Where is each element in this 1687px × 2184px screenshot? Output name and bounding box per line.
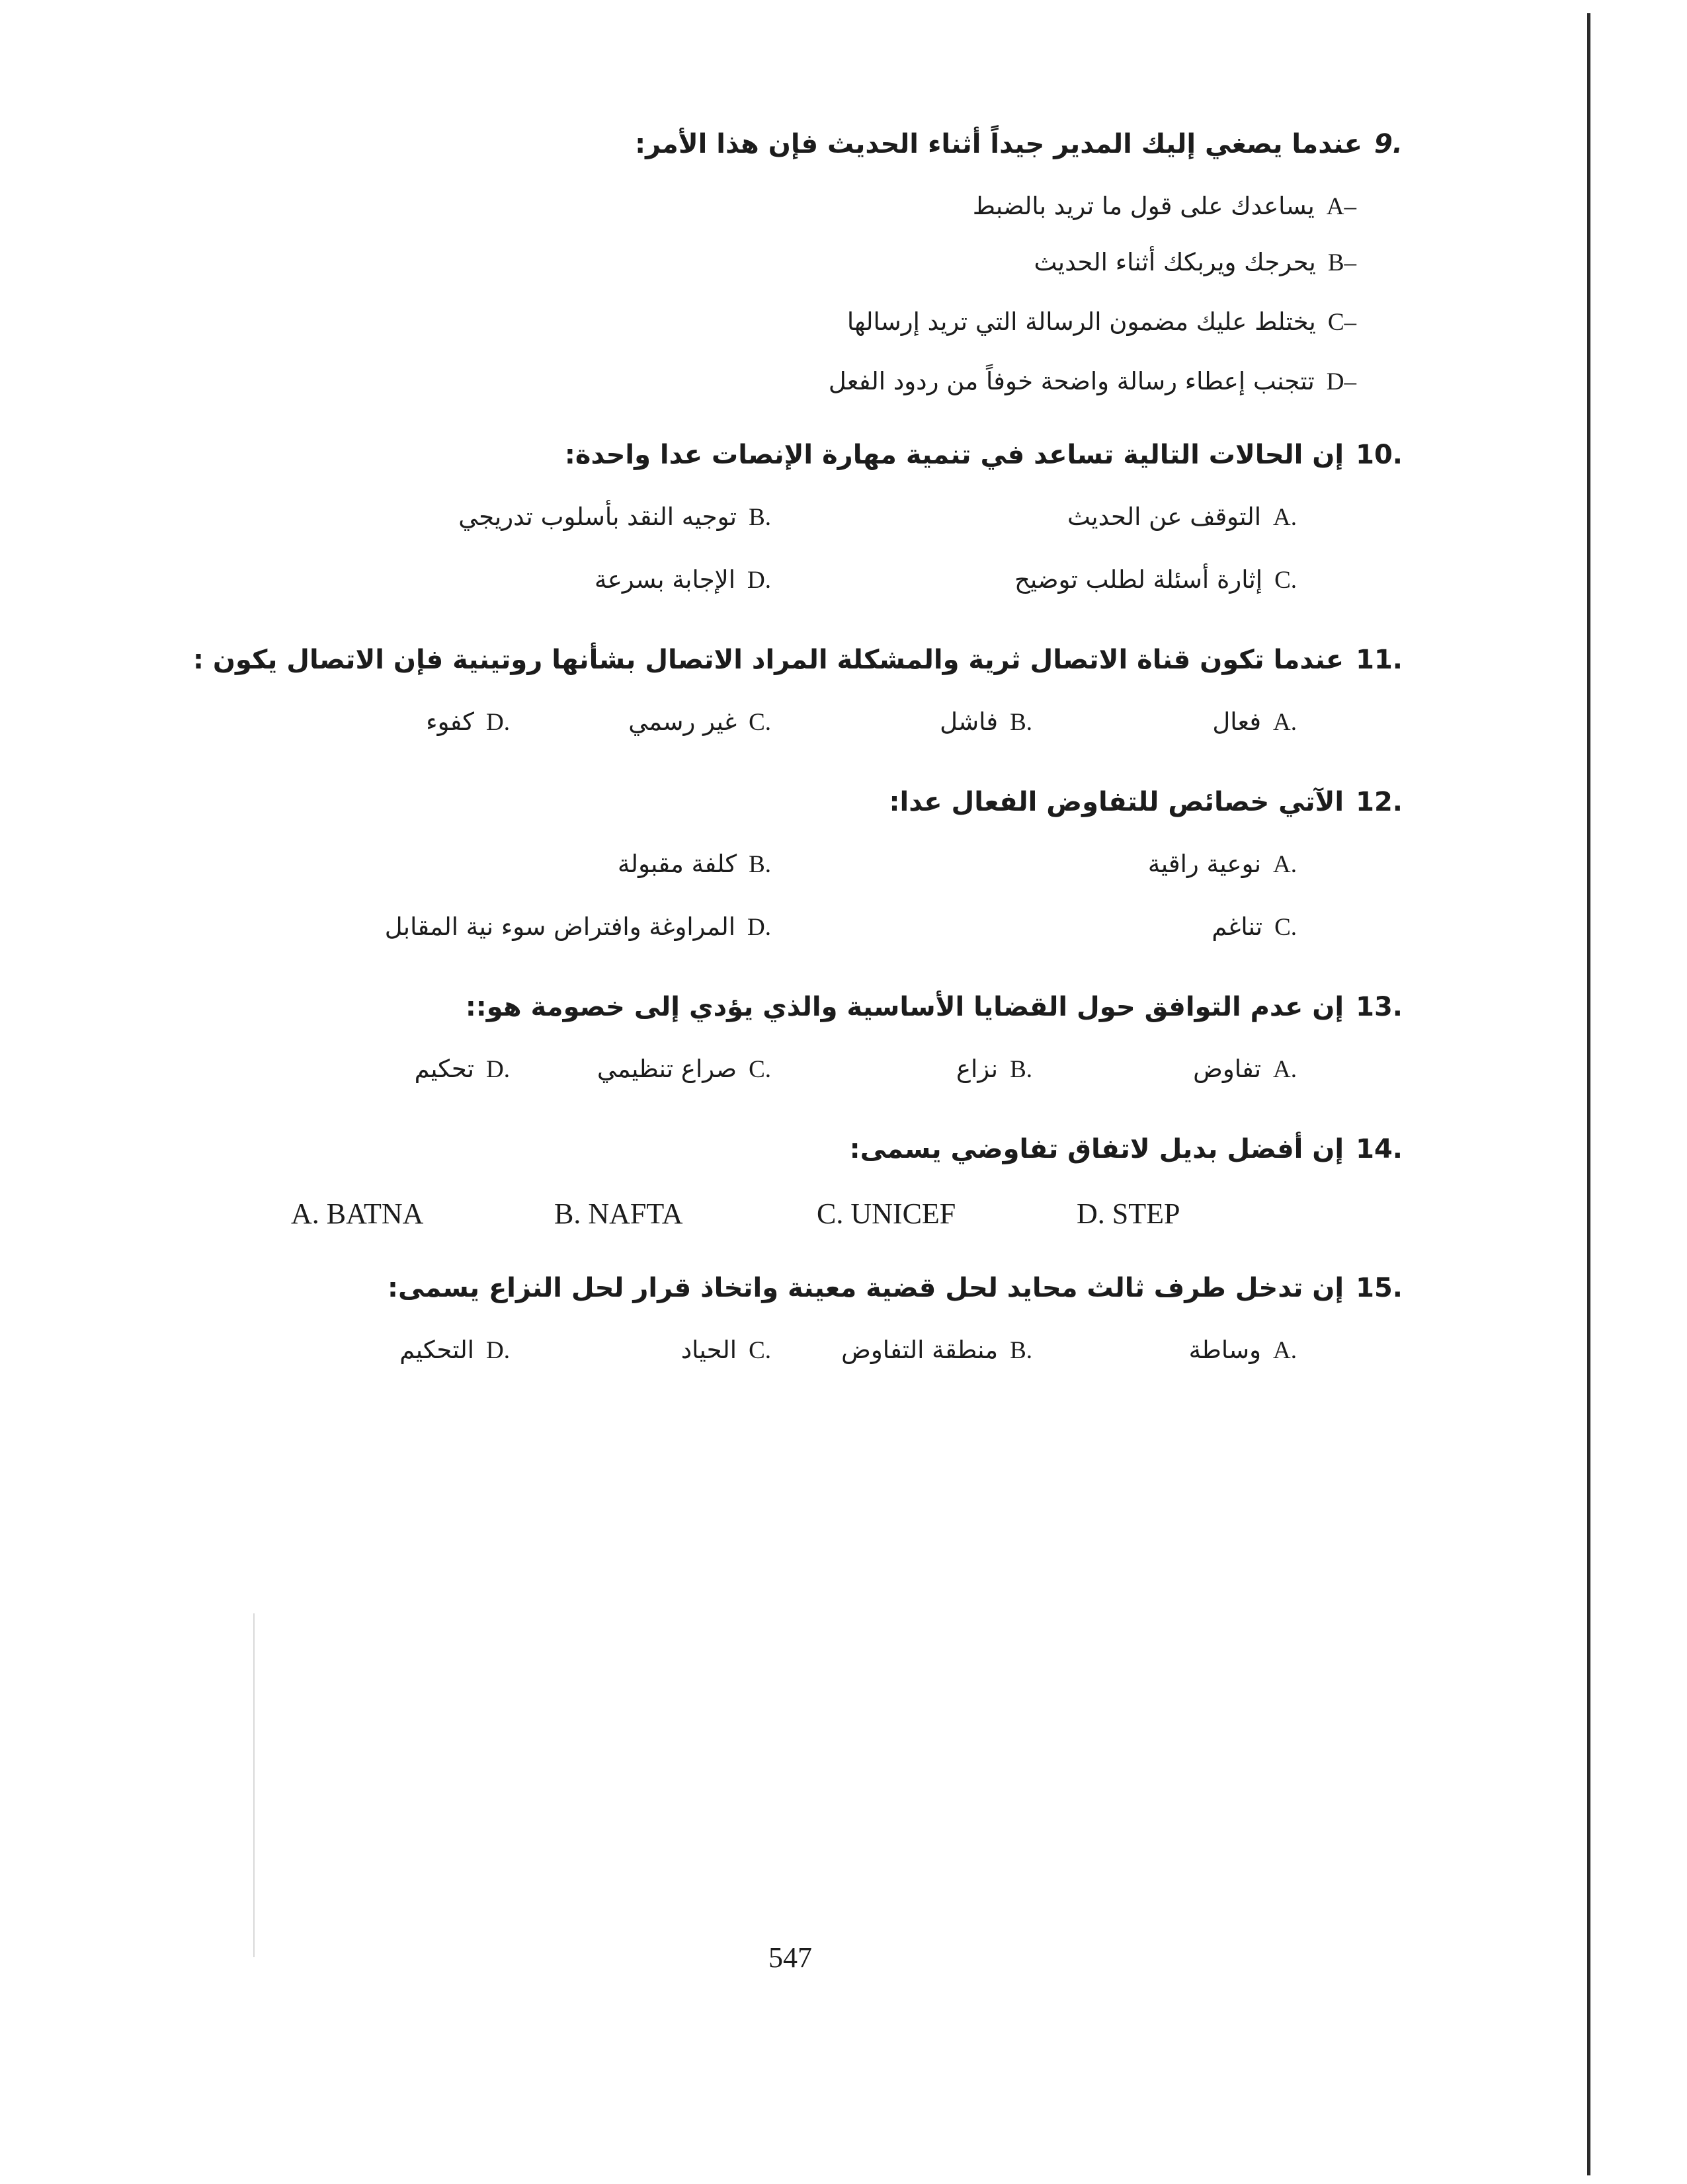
question-text: إن عدم التوافق حول القضايا الأساسية والذي يؤدي إلى خصومة هو:: [465,992,1344,1022]
option-letter: A. [1273,709,1297,736]
option-15-d [399,1336,510,1389]
option-13-a [1193,1055,1297,1108]
option-text: غير رسمي [628,708,737,736]
option-letter: D. [747,567,771,594]
option-letter: B. [749,504,771,531]
question-text: إن الحالات التالية تساعد في تنمية مهارة الإنصات عدا واحدة: [564,440,1344,470]
option-letter: D. [486,1056,510,1083]
option-letter: C. [1274,914,1297,941]
question-15 [265,1273,1403,1332]
question-number: 12. [1356,787,1403,817]
option-text: فعال [1212,708,1262,736]
option-text: BATNA [326,1197,424,1230]
option-text: NAFTA [588,1197,683,1230]
option-text: تفاوض [1193,1055,1262,1083]
option-10-d [595,565,771,618]
option-text: تناغم [1212,912,1263,941]
option-11-a [1212,708,1297,760]
question-text: الآتي خصائص للتفاوض الفعال عدا: [889,787,1344,817]
option-text: الحياد [680,1336,737,1364]
option-11-c [628,708,771,760]
option-13-c [597,1055,771,1108]
option-letter: A. [291,1197,319,1230]
option-letter: D. [747,914,771,941]
option-letter: A. [1273,1056,1297,1083]
option-10-a [1067,503,1297,555]
question-10 [265,440,1403,499]
option-14-c [817,1197,956,1250]
option-letter: B. [1010,709,1032,736]
option-text: نوعية راقية [1147,850,1262,878]
option-13-d [415,1055,510,1108]
option-letter: C. [749,709,771,736]
option-text: يساعدك على قول ما تريد بالضبط [972,192,1315,220]
option-letter: C– [1327,309,1356,336]
question-text: إن تدخل طرف ثالث محايد لحل قضية معينة واتخاذ قرار لحل النزاع يسمى: [388,1273,1344,1303]
option-15-b [841,1336,1032,1389]
question-14 [265,1134,1403,1193]
option-letter: B. [1010,1056,1032,1083]
option-letter: B. [554,1197,581,1230]
option-9-c [847,307,1356,360]
question-number: 15. [1356,1273,1403,1303]
option-text: UNICEF [850,1197,956,1230]
question-number: 10. [1356,440,1403,470]
option-letter: A. [1273,851,1297,878]
option-text: الإجابة بسرعة [594,565,736,594]
option-text: وساطة [1188,1336,1262,1364]
question-text: عندما تكون قناة الاتصال ثرية والمشكلة المراد الاتصال بشأنها روتينية فإن الاتصال يكون : [192,645,1344,675]
margin-line [253,1613,255,1957]
option-text: نزاع [956,1055,999,1083]
option-14-d [1077,1197,1180,1250]
option-13-b [956,1055,1032,1108]
option-text: تحكيم [414,1055,475,1083]
option-14-b [554,1197,683,1250]
question-13 [265,992,1403,1051]
option-15-a [1189,1336,1297,1389]
option-10-b [458,503,771,555]
question-9 [265,129,1403,188]
option-letter: D. [486,1337,510,1364]
question-number: 11. [1356,645,1403,675]
option-text: صراع تنظيمي [597,1055,737,1083]
option-text: STEP [1112,1197,1180,1230]
question-text: إن أفضل بديل لاتفاق تفاوضي يسمى: [849,1134,1344,1164]
option-text: التحكيم [399,1336,475,1364]
question-11 [192,645,1403,704]
question-number: 14. [1356,1134,1403,1164]
option-text: يحرجك ويربكك أثناء الحديث [1034,248,1316,276]
option-12-d [385,912,771,965]
option-letter: B. [749,851,771,878]
option-9-d [829,367,1356,420]
option-letter: C. [749,1337,771,1364]
binding-line [1587,13,1590,2175]
page-number: 547 [768,1941,812,1974]
option-text: المراوغة وافتراض سوء نية المقابل [384,912,736,941]
option-letter: C. [817,1197,844,1230]
question-text: عندما يصغي إليك المدير جيداً أثناء الحديث فإن هذا الأمر: [635,129,1362,159]
option-letter: D. [486,709,510,736]
question-number: 13. [1356,992,1403,1022]
option-text: يختلط عليك مضمون الرسالة التي تريد إرسالها [846,307,1316,336]
option-14-a [291,1197,423,1250]
question-12 [265,787,1403,846]
option-letter: B– [1327,249,1356,276]
option-letter: C. [749,1056,771,1083]
option-letter: A. [1273,504,1297,531]
option-letter: B. [1010,1337,1032,1364]
option-text: توجيه النقد بأسلوب تدريجي [458,503,737,531]
option-letter: C. [1274,567,1297,594]
option-12-b [618,850,771,903]
option-text: إثارة أسئلة لطلب توضيح [1014,565,1263,594]
option-15-c [681,1336,771,1389]
option-11-d [426,708,510,760]
option-text: كفوء [426,708,475,736]
option-text: كلفة مقبولة [617,850,737,878]
option-letter: A– [1326,193,1356,220]
option-12-a [1148,850,1297,903]
option-text: منطقة التفاوض [841,1336,999,1364]
question-number: 9. [1374,129,1403,159]
option-letter: D– [1326,368,1356,395]
option-10-c [1014,565,1297,618]
option-text: التوقف عن الحديث [1067,503,1262,531]
option-9-b [1034,248,1356,301]
option-9-a [973,192,1356,245]
option-12-c [1212,912,1297,965]
option-text: تتجنب إعطاء رسالة واضحة خوفاً من ردود الفعل [828,367,1315,395]
option-letter: D. [1077,1197,1105,1230]
option-text: فاشل [940,708,999,736]
option-11-b [940,708,1032,760]
option-letter: A. [1273,1337,1297,1364]
